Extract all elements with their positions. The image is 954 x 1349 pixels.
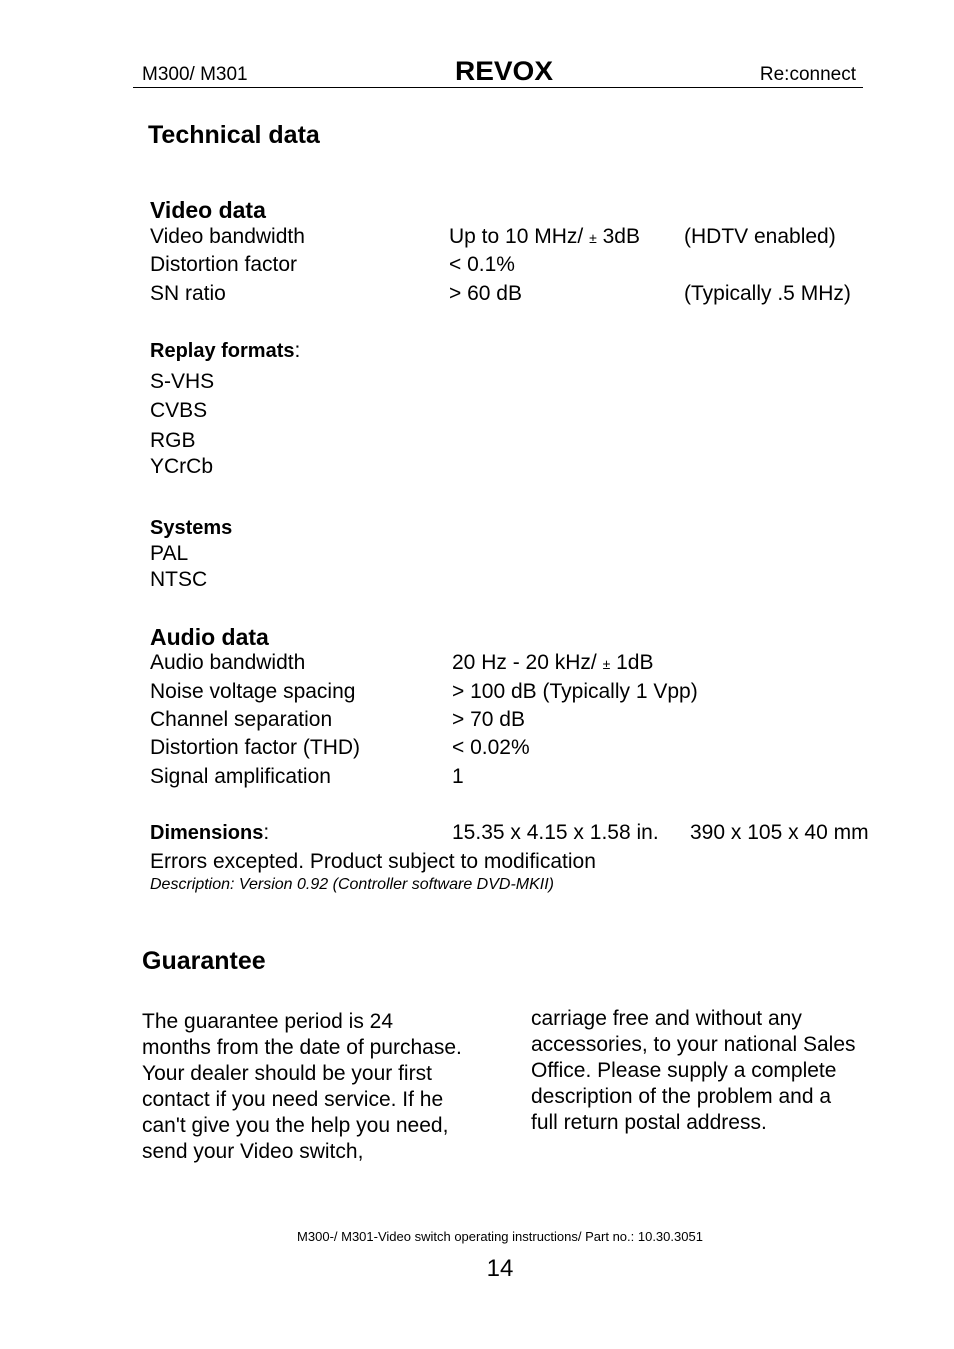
audio-row-value: > 70 dB [452, 708, 525, 731]
systems-item: NTSC [150, 568, 208, 591]
replay-item: YCrCb [150, 455, 214, 478]
audio-heading: Audio data [150, 624, 269, 650]
header-rule [133, 87, 863, 88]
video-row-label: Distortion factor [150, 253, 298, 276]
revox-logo [455, 58, 555, 84]
systems-heading: Systems [150, 517, 233, 539]
guarantee-heading: Guarantee [142, 947, 266, 975]
replay-item: RGB [150, 429, 196, 452]
audio-row-value: > 100 dB (Typically 1 Vpp) [452, 680, 698, 703]
audio-row-label: Audio bandwidth [150, 651, 306, 674]
systems-item: PAL [150, 542, 189, 565]
audio-row-value: 1 [452, 765, 464, 788]
guarantee-column-2: carriage free and without any accessories, to your national Sales Office. Please supply a complete description of the problem and a full return postal address. [531, 1007, 856, 1134]
video-row-value: Up to 10 MHz/ ± 3dB [449, 225, 640, 248]
guarantee-column-1: The guarantee period is 24 months from the date of purchase. Your dealer should be your first contact if you need service. If he can't give you the help you need, send your Video switch, [142, 1010, 462, 1163]
footer-line: M300-/ M301-Video switch operating instructions/ Part no.: 10.30.3051 [297, 1229, 703, 1244]
description-note: Description: Version 0.92 (Controller software DVD-MKII) [150, 876, 554, 893]
dimensions-label: Dimensions: [150, 821, 270, 844]
audio-row-value: < 0.02% [452, 736, 530, 759]
video-row-value: > 60 dB [449, 282, 522, 305]
audio-row-value: 20 Hz - 20 kHz/ ± 1dB [452, 651, 654, 674]
dimensions-metric: 390 x 105 x 40 mm [690, 821, 869, 844]
header-series: Re:connect [759, 64, 856, 85]
replay-item: S-VHS [150, 370, 215, 393]
errors-note: Errors excepted. Product subject to modification [150, 850, 596, 873]
header-model: M300/ M301 [142, 64, 248, 85]
page-number: 14 [486, 1255, 514, 1282]
audio-row-label: Channel separation [150, 708, 333, 731]
video-row-label: SN ratio [150, 282, 226, 305]
revox-logo-text: REVOX [455, 58, 553, 84]
replay-item: CVBS [150, 399, 208, 422]
video-row-note: (Typically .5 MHz) [684, 282, 851, 305]
audio-row-label: Noise voltage spacing [150, 680, 356, 703]
replay-heading: Replay formats: [150, 339, 301, 362]
audio-row-label: Signal amplification [150, 765, 331, 788]
video-row-value: < 0.1% [449, 253, 515, 276]
audio-row-label: Distortion factor (THD) [150, 736, 361, 759]
dimensions-imperial: 15.35 x 4.15 x 1.58 in. [452, 821, 659, 844]
page-title: Technical data [148, 121, 320, 149]
video-row-label: Video bandwidth [150, 225, 305, 248]
video-row-note: (HDTV enabled) [684, 225, 836, 248]
video-heading: Video data [150, 197, 266, 223]
